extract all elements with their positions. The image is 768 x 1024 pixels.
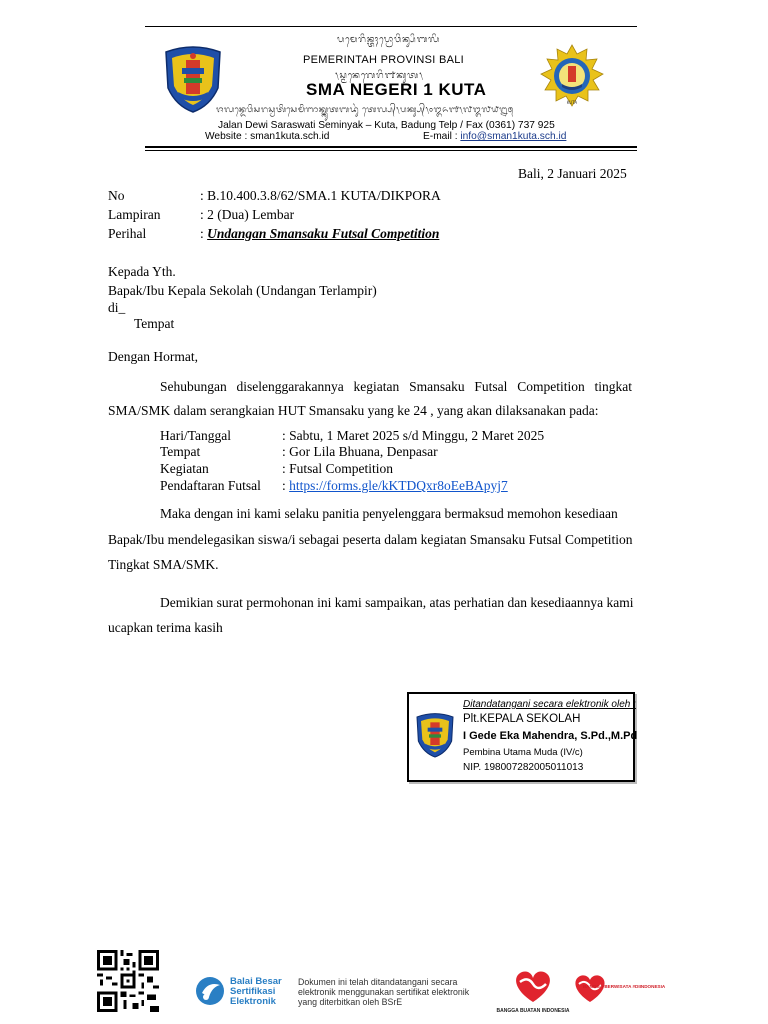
letterhead-top-rule [145, 26, 637, 27]
government-name: PEMERINTAH PROVINSI BALI [303, 54, 465, 66]
subject-label: Perihal [108, 226, 147, 241]
paragraph-1-line-2: SMA/SMK dalam serangkaian HUT Smansaku yang ke 24 , yang akan dilaksanakan pada: [108, 403, 599, 418]
balinese-header-text: ᬧᬫᬾᬭᬶᬦ᭄ᬢᬄᬧ᭄ᬭᭀᬯᬶᬦ᭄ᬲᬶᬩᬮᬶ [337, 35, 441, 45]
registration-colon: : [282, 478, 290, 493]
email-link[interactable]: info@sman1kuta.sch.id [460, 131, 567, 142]
signer-name: I Gede Eka Mahendra, S.Pd.,M.Pd [463, 730, 638, 742]
detail-value-activity: : Futsal Competition [282, 461, 394, 476]
signature-heading: Ditandatangani secara elektronik oleh : [463, 699, 636, 710]
signer-position: Plt.KEPALA SEKOLAH [463, 713, 581, 725]
balinese-address: ᬚᬮᬦ᭄ᬤᬾᬯᬶᬲᬭᬲ᭄ᬯᬢᬶᬲᬾᬫᬶᬜᬓ᭄ᬓᬸᬢᬩᬤᬸᬂ ᬢᬾᬮ᭄ᬧ᭄᭞ᬧᬓ᭄ᬲ᭄᭞᭐᭓᭖᭑᭞᭗᭓᭗᭙᭒᭕ [216, 105, 514, 115]
bsre-name-line-2: Sertifikasi [230, 986, 276, 997]
number-label: No [108, 188, 125, 203]
email-line [423, 131, 566, 142]
website-label: Website : [205, 131, 248, 142]
paragraph-1-line-1: Sehubungan diselenggarakannya kegiatan Smansaku Futsal Competition tingkat [160, 379, 632, 394]
bangga-buatan-indonesia-logo-icon [496, 962, 570, 1018]
detail-label-activity: Kegiatan [160, 461, 209, 476]
registration-form-link[interactable]: https://forms.gle/kKTDQxr8oEeBApyj7 [289, 478, 508, 493]
esign-notice-line-1: Dokumen ini telah ditandatangani secara [298, 977, 458, 987]
esign-notice [298, 977, 469, 1007]
school-address: Jalan Dewi Saraswati Seminyak – Kuta, Badung Telp / Fax (0361) 737 925 [218, 120, 555, 131]
place-date: Bali, 2 Januari 2025 [518, 166, 627, 181]
attachment-label: Lampiran [108, 207, 161, 222]
detail-label-place: Tempat [160, 444, 201, 459]
bangga-buatan-text: BANGGA BUATAN INDONESIA [496, 1008, 570, 1014]
greeting: Dengan Hormat, [108, 349, 198, 364]
qr-code-icon[interactable] [97, 950, 159, 1012]
signer-nip: NIP. 198007282005011013 [463, 762, 584, 773]
recipient-name: Bapak/Ibu Kepala Sekolah (Undangan Terlampir) [108, 283, 377, 298]
letterhead-rule-thick [145, 146, 637, 148]
bangga-berwisata-text: BANGGA BERWISATA #DIINDONESIA [582, 984, 666, 989]
paragraph-3-line-1: Demikian surat permohonan ini kami sampaikan, atas perhatian dan kesediaannya kami [160, 595, 634, 610]
number-value: : B.10.400.3.8/62/SMA.1 KUTA/DIKPORA [200, 188, 441, 203]
signature-crest-icon [413, 704, 457, 766]
website-link[interactable]: sman1kuta.sch.id [250, 131, 330, 142]
subject-line [200, 226, 439, 242]
subject-colon: : [200, 226, 208, 241]
detail-value-date: : Sabtu, 1 Maret 2025 s/d Minggu, 2 Maret 2025 [282, 428, 545, 443]
school-logo-icon [540, 44, 604, 110]
website-line [205, 131, 329, 142]
bsre-name-line-3: Elektronik [230, 996, 276, 1007]
esign-notice-line-2: elektronik menggunakan sertifikat elektronik [298, 987, 470, 997]
email-label: E-mail : [423, 131, 461, 142]
bsre-logo-icon [194, 975, 226, 1007]
paragraph-3-line-2: ucapkan terima kasih [108, 620, 223, 635]
paragraph-2-line-2: Bapak/Ibu mendelegasikan siswa/i sebagai peserta dalam kegiatan Smansaku Futsal Competition [108, 532, 633, 547]
bsre-name [230, 977, 282, 1007]
esign-notice-line-3: yang diterbitkan oleh BSrE [298, 997, 403, 1007]
bsre-name-line-1: Balai Besar [230, 976, 282, 987]
recipient-salutation: Kepada Yth. [108, 264, 176, 279]
bangga-berwisata-logo-icon [570, 966, 666, 1010]
detail-value-registration [282, 478, 508, 494]
signer-rank: Pembina Utama Muda (IV/c) [463, 747, 583, 758]
detail-value-place: : Gor Lila Bhuana, Denpasar [282, 444, 438, 459]
paragraph-2-line-1: Maka dengan ini kami selaku panitia penyelenggara bermaksud memohon kesediaan [160, 506, 618, 521]
attachment-value: : 2 (Dua) Lembar [200, 207, 295, 222]
detail-label-date: Hari/Tanggal [160, 428, 232, 443]
paragraph-2-line-3: Tingkat SMA/SMK. [108, 557, 219, 572]
letterhead-rule-thin [145, 150, 637, 151]
svg-text:KUTA: KUTA [566, 100, 578, 105]
subject-value: Undangan Smansaku Futsal Competition [207, 226, 440, 241]
detail-label-registration: Pendaftaran Futsal [160, 478, 261, 493]
school-name: SMA NEGERI 1 KUTA [306, 80, 487, 99]
balinese-school-name: ᭞ᬲ᭄ᬫᬦᬾᬕᬾᬭᬶ᭑ᬓᬸᬢ᭞ [335, 71, 424, 81]
recipient-place: Tempat [134, 316, 175, 331]
recipient-at: di_ [108, 300, 126, 315]
